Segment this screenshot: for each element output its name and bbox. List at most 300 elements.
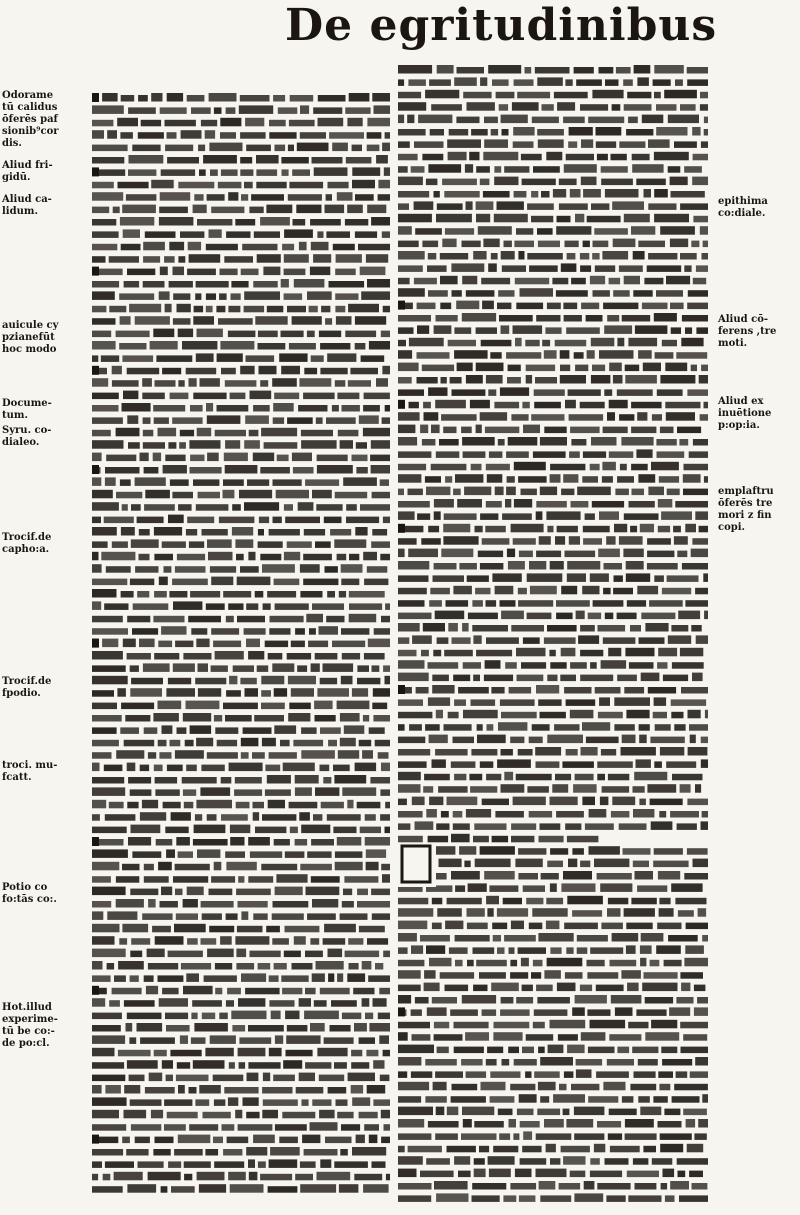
word-mark bbox=[92, 814, 100, 821]
word-mark bbox=[694, 1007, 708, 1016]
word-mark bbox=[449, 129, 469, 136]
word-mark bbox=[241, 269, 259, 276]
word-mark bbox=[538, 933, 573, 942]
word-mark bbox=[166, 1025, 190, 1032]
word-mark bbox=[666, 412, 695, 421]
word-mark bbox=[240, 678, 256, 685]
word-mark bbox=[632, 1047, 658, 1054]
word-mark bbox=[232, 1025, 245, 1032]
word-mark bbox=[662, 340, 677, 347]
word-mark bbox=[144, 876, 169, 883]
word-mark bbox=[549, 650, 555, 657]
word-mark bbox=[480, 77, 487, 86]
word-mark bbox=[488, 1156, 515, 1165]
word-mark bbox=[208, 552, 233, 561]
word-mark bbox=[545, 327, 561, 334]
word-mark bbox=[500, 1009, 529, 1016]
word-mark bbox=[225, 465, 258, 474]
word-mark bbox=[398, 154, 418, 161]
word-mark bbox=[165, 1013, 188, 1020]
word-mark bbox=[598, 549, 620, 558]
word-mark bbox=[638, 241, 665, 248]
word-mark bbox=[112, 380, 139, 387]
word-mark bbox=[92, 628, 128, 635]
word-mark bbox=[324, 924, 356, 933]
word-mark bbox=[398, 315, 431, 322]
word-mark bbox=[436, 214, 472, 223]
word-mark bbox=[245, 118, 264, 127]
word-mark bbox=[653, 861, 688, 868]
word-mark bbox=[563, 303, 577, 310]
word-mark bbox=[642, 115, 664, 124]
word-mark bbox=[181, 963, 211, 970]
word-mark bbox=[451, 263, 484, 272]
word-mark bbox=[641, 613, 675, 620]
word-mark bbox=[486, 774, 501, 781]
word-mark bbox=[381, 1110, 390, 1119]
word-mark bbox=[478, 226, 512, 235]
text-column-left bbox=[92, 90, 392, 1215]
word-mark bbox=[455, 474, 483, 483]
word-mark bbox=[417, 325, 429, 334]
word-mark bbox=[248, 837, 270, 846]
word-mark bbox=[508, 561, 525, 570]
word-mark bbox=[323, 938, 346, 945]
word-mark bbox=[144, 467, 159, 474]
word-mark bbox=[195, 293, 201, 300]
word-mark bbox=[92, 703, 117, 710]
word-mark bbox=[659, 476, 679, 483]
word-mark bbox=[596, 141, 616, 148]
word-mark bbox=[567, 253, 576, 260]
word-mark bbox=[213, 641, 241, 648]
word-mark bbox=[457, 499, 482, 508]
word-mark bbox=[129, 155, 164, 164]
word-mark bbox=[450, 1009, 478, 1016]
word-mark bbox=[582, 722, 610, 731]
word-mark bbox=[214, 1099, 226, 1106]
word-mark bbox=[236, 963, 254, 970]
word-mark bbox=[317, 1048, 347, 1057]
word-mark bbox=[695, 784, 701, 793]
word-mark bbox=[516, 228, 533, 235]
word-mark bbox=[92, 527, 117, 536]
word-mark bbox=[521, 958, 529, 967]
word-mark bbox=[385, 603, 390, 610]
word-mark bbox=[513, 127, 534, 136]
word-mark bbox=[692, 177, 708, 186]
word-mark bbox=[398, 350, 412, 359]
word-mark bbox=[599, 697, 610, 706]
word-mark bbox=[285, 851, 305, 858]
word-mark bbox=[246, 603, 258, 610]
word-mark bbox=[112, 541, 128, 548]
margin-note-line: Hot.illud bbox=[2, 1002, 52, 1013]
word-mark bbox=[409, 338, 444, 347]
word-mark bbox=[624, 104, 652, 111]
word-mark bbox=[291, 641, 305, 648]
word-mark bbox=[398, 241, 419, 248]
word-mark bbox=[491, 687, 504, 694]
margin-note-line: Potio co bbox=[2, 882, 48, 893]
word-mark bbox=[343, 889, 352, 896]
word-mark bbox=[437, 637, 449, 644]
word-mark bbox=[480, 563, 504, 570]
word-mark bbox=[128, 837, 151, 846]
word-mark bbox=[385, 132, 390, 139]
word-mark bbox=[453, 586, 472, 595]
word-mark bbox=[105, 814, 136, 821]
word-mark bbox=[436, 710, 443, 719]
word-mark bbox=[107, 130, 117, 139]
word-mark bbox=[611, 995, 642, 1004]
word-mark bbox=[576, 1069, 592, 1078]
word-mark bbox=[92, 1149, 123, 1156]
word-mark bbox=[478, 551, 503, 558]
word-mark bbox=[452, 637, 471, 644]
word-mark bbox=[337, 192, 353, 201]
word-mark bbox=[659, 898, 670, 905]
word-mark bbox=[527, 573, 563, 582]
word-mark bbox=[466, 375, 483, 384]
word-mark bbox=[540, 823, 561, 830]
margin-note-line: lidum. bbox=[2, 206, 38, 217]
word-mark bbox=[284, 269, 306, 276]
word-mark bbox=[236, 949, 246, 958]
word-mark bbox=[428, 662, 459, 669]
word-mark bbox=[180, 430, 194, 437]
word-mark bbox=[127, 802, 138, 809]
word-mark bbox=[480, 412, 507, 421]
word-mark bbox=[614, 724, 634, 731]
word-mark bbox=[509, 947, 515, 954]
word-mark bbox=[398, 1133, 431, 1140]
word-mark bbox=[510, 960, 517, 967]
word-mark bbox=[398, 437, 417, 446]
word-mark bbox=[636, 1009, 666, 1016]
word-mark bbox=[457, 363, 473, 372]
word-mark bbox=[570, 1171, 586, 1178]
word-mark bbox=[582, 797, 595, 806]
word-mark bbox=[342, 901, 354, 908]
word-mark bbox=[122, 205, 156, 214]
word-mark bbox=[319, 331, 341, 338]
word-mark bbox=[246, 1112, 259, 1119]
word-mark bbox=[617, 675, 637, 682]
word-mark bbox=[307, 331, 315, 338]
word-mark bbox=[92, 331, 111, 338]
word-mark bbox=[92, 564, 102, 573]
margin-note-line: troci. mu- bbox=[2, 760, 58, 771]
word-mark bbox=[602, 476, 613, 483]
word-mark bbox=[414, 201, 434, 210]
word-mark bbox=[529, 737, 543, 744]
word-mark bbox=[636, 179, 666, 186]
word-mark bbox=[700, 226, 708, 235]
margin-note-left bbox=[2, 882, 88, 906]
word-mark bbox=[364, 653, 385, 660]
word-mark bbox=[687, 799, 708, 806]
word-mark bbox=[201, 938, 217, 945]
word-mark bbox=[398, 995, 411, 1004]
word-mark bbox=[124, 281, 140, 288]
word-mark bbox=[324, 517, 342, 524]
word-mark bbox=[631, 898, 656, 905]
word-mark bbox=[130, 789, 152, 796]
word-mark bbox=[324, 1037, 354, 1044]
word-mark bbox=[546, 1144, 556, 1153]
word-mark bbox=[193, 479, 219, 486]
word-mark bbox=[228, 1097, 238, 1106]
word-mark bbox=[295, 1174, 313, 1181]
word-mark bbox=[173, 318, 191, 325]
word-mark bbox=[494, 214, 528, 223]
word-mark bbox=[624, 276, 640, 285]
word-mark bbox=[428, 526, 439, 533]
word-mark bbox=[458, 1171, 471, 1178]
word-mark bbox=[312, 490, 332, 499]
word-mark bbox=[378, 180, 390, 189]
word-mark bbox=[128, 169, 156, 176]
word-mark bbox=[334, 775, 366, 784]
word-mark bbox=[514, 499, 532, 508]
word-mark bbox=[428, 387, 447, 396]
paragraph-mark bbox=[92, 639, 99, 648]
word-mark bbox=[450, 377, 462, 384]
word-mark bbox=[312, 899, 338, 908]
word-mark bbox=[504, 166, 529, 173]
word-mark bbox=[162, 368, 181, 375]
word-mark bbox=[552, 278, 568, 285]
word-mark bbox=[692, 538, 708, 545]
word-mark bbox=[145, 490, 170, 499]
word-mark bbox=[381, 331, 390, 338]
paragraph-mark bbox=[92, 465, 99, 474]
word-mark bbox=[262, 1087, 292, 1094]
word-mark bbox=[583, 451, 606, 458]
word-mark bbox=[445, 985, 469, 992]
word-mark bbox=[116, 876, 139, 883]
word-mark bbox=[274, 579, 300, 586]
word-mark bbox=[300, 1161, 316, 1168]
word-mark bbox=[578, 635, 599, 644]
word-mark bbox=[590, 464, 600, 471]
word-mark bbox=[580, 253, 589, 260]
word-mark bbox=[260, 467, 290, 474]
word-mark bbox=[300, 132, 326, 139]
word-mark bbox=[155, 380, 176, 387]
margin-note-line: pzianefūt bbox=[2, 332, 55, 343]
word-mark bbox=[502, 513, 532, 520]
word-mark bbox=[116, 428, 140, 437]
word-mark bbox=[463, 662, 481, 669]
word-mark bbox=[701, 365, 708, 372]
word-mark bbox=[161, 1186, 168, 1193]
word-mark bbox=[587, 350, 595, 359]
word-mark bbox=[160, 901, 178, 908]
word-mark bbox=[345, 219, 368, 226]
word-mark bbox=[273, 417, 284, 424]
word-mark bbox=[643, 363, 661, 372]
margin-note-line: Docume- bbox=[2, 398, 52, 409]
margin-note-left bbox=[2, 425, 88, 449]
word-mark bbox=[175, 641, 193, 648]
word-mark bbox=[241, 752, 249, 759]
word-mark bbox=[120, 316, 131, 325]
word-mark bbox=[92, 417, 123, 424]
word-mark bbox=[382, 231, 390, 238]
word-mark bbox=[372, 529, 387, 536]
word-mark bbox=[363, 552, 377, 561]
word-mark bbox=[197, 219, 232, 226]
word-mark bbox=[260, 380, 268, 387]
word-mark bbox=[249, 430, 259, 437]
word-mark bbox=[327, 353, 356, 362]
word-mark bbox=[327, 814, 361, 821]
word-mark bbox=[137, 517, 164, 524]
word-mark bbox=[703, 241, 708, 248]
word-mark bbox=[432, 675, 449, 682]
word-mark bbox=[253, 802, 265, 809]
word-mark bbox=[670, 239, 688, 248]
word-mark bbox=[177, 727, 187, 734]
word-mark bbox=[269, 975, 279, 982]
word-mark bbox=[603, 637, 636, 644]
word-mark bbox=[145, 1087, 175, 1094]
word-mark bbox=[575, 774, 594, 781]
word-mark bbox=[320, 343, 350, 350]
word-mark bbox=[654, 92, 661, 99]
word-mark bbox=[357, 678, 380, 685]
word-mark bbox=[668, 935, 698, 942]
word-mark bbox=[482, 301, 494, 310]
word-mark bbox=[688, 290, 708, 297]
word-mark bbox=[285, 1011, 299, 1020]
word-mark bbox=[462, 995, 496, 1004]
word-mark bbox=[398, 141, 410, 148]
word-mark bbox=[183, 713, 211, 722]
word-mark bbox=[644, 972, 678, 979]
word-mark bbox=[341, 676, 353, 685]
word-mark bbox=[378, 194, 390, 201]
word-mark bbox=[587, 216, 621, 223]
word-mark bbox=[533, 166, 560, 173]
word-mark bbox=[148, 899, 156, 908]
word-mark bbox=[174, 1149, 203, 1156]
word-mark bbox=[547, 675, 557, 682]
word-mark bbox=[425, 1059, 457, 1066]
word-mark bbox=[464, 487, 491, 496]
word-mark bbox=[359, 415, 379, 424]
word-mark bbox=[340, 1149, 348, 1156]
word-mark bbox=[547, 958, 583, 967]
word-mark bbox=[514, 462, 546, 471]
word-mark bbox=[92, 1075, 125, 1082]
word-mark bbox=[661, 1183, 668, 1190]
word-mark bbox=[287, 541, 312, 548]
word-mark bbox=[235, 219, 255, 226]
word-mark bbox=[131, 678, 163, 685]
word-mark bbox=[574, 1107, 605, 1116]
word-mark bbox=[677, 427, 701, 434]
paragraph-mark bbox=[398, 400, 405, 409]
word-mark bbox=[398, 1096, 421, 1103]
word-mark bbox=[226, 1000, 234, 1007]
word-mark bbox=[279, 1137, 298, 1144]
word-mark bbox=[667, 575, 699, 582]
word-mark bbox=[128, 777, 151, 784]
word-mark bbox=[472, 600, 483, 607]
word-mark bbox=[206, 603, 225, 610]
word-mark bbox=[381, 1137, 390, 1144]
word-mark bbox=[453, 823, 470, 830]
word-mark bbox=[300, 1184, 336, 1193]
word-mark bbox=[565, 79, 572, 86]
word-mark bbox=[312, 157, 343, 164]
word-mark bbox=[534, 1009, 568, 1016]
word-mark bbox=[517, 1109, 534, 1116]
word-mark bbox=[657, 923, 681, 930]
word-mark bbox=[467, 102, 495, 111]
word-mark bbox=[398, 823, 410, 830]
word-mark bbox=[522, 402, 529, 409]
word-mark bbox=[582, 476, 598, 483]
word-mark bbox=[444, 513, 477, 520]
word-mark bbox=[168, 678, 191, 685]
word-mark bbox=[336, 1099, 348, 1106]
word-mark bbox=[681, 687, 708, 694]
word-mark bbox=[569, 451, 580, 458]
word-mark bbox=[536, 551, 561, 558]
word-mark bbox=[118, 182, 149, 189]
word-mark bbox=[434, 1034, 463, 1041]
word-mark bbox=[514, 1059, 537, 1066]
word-mark bbox=[526, 365, 555, 372]
word-mark bbox=[642, 303, 668, 310]
word-mark bbox=[535, 67, 570, 74]
word-mark bbox=[256, 182, 286, 189]
word-mark bbox=[242, 244, 277, 251]
word-mark bbox=[219, 517, 255, 524]
word-mark bbox=[227, 1137, 249, 1144]
word-mark bbox=[316, 961, 344, 970]
word-mark bbox=[433, 650, 441, 657]
word-mark bbox=[360, 827, 381, 834]
word-mark bbox=[194, 1023, 228, 1032]
word-mark bbox=[699, 526, 708, 533]
word-mark bbox=[520, 288, 554, 297]
word-mark bbox=[253, 812, 259, 821]
word-mark bbox=[508, 437, 538, 446]
word-mark bbox=[674, 1084, 708, 1091]
word-mark bbox=[547, 625, 577, 632]
word-mark bbox=[497, 303, 511, 310]
word-mark bbox=[467, 960, 474, 967]
word-mark bbox=[480, 846, 515, 855]
word-mark bbox=[398, 489, 404, 496]
word-mark bbox=[148, 1172, 181, 1181]
word-mark bbox=[434, 1181, 468, 1190]
word-mark bbox=[244, 182, 253, 189]
word-mark bbox=[438, 786, 468, 793]
word-mark bbox=[398, 377, 412, 384]
word-mark bbox=[92, 440, 124, 449]
word-mark bbox=[608, 648, 621, 657]
word-mark bbox=[92, 318, 116, 325]
word-mark bbox=[617, 1047, 629, 1054]
word-mark bbox=[128, 107, 156, 114]
word-mark bbox=[258, 1161, 266, 1168]
